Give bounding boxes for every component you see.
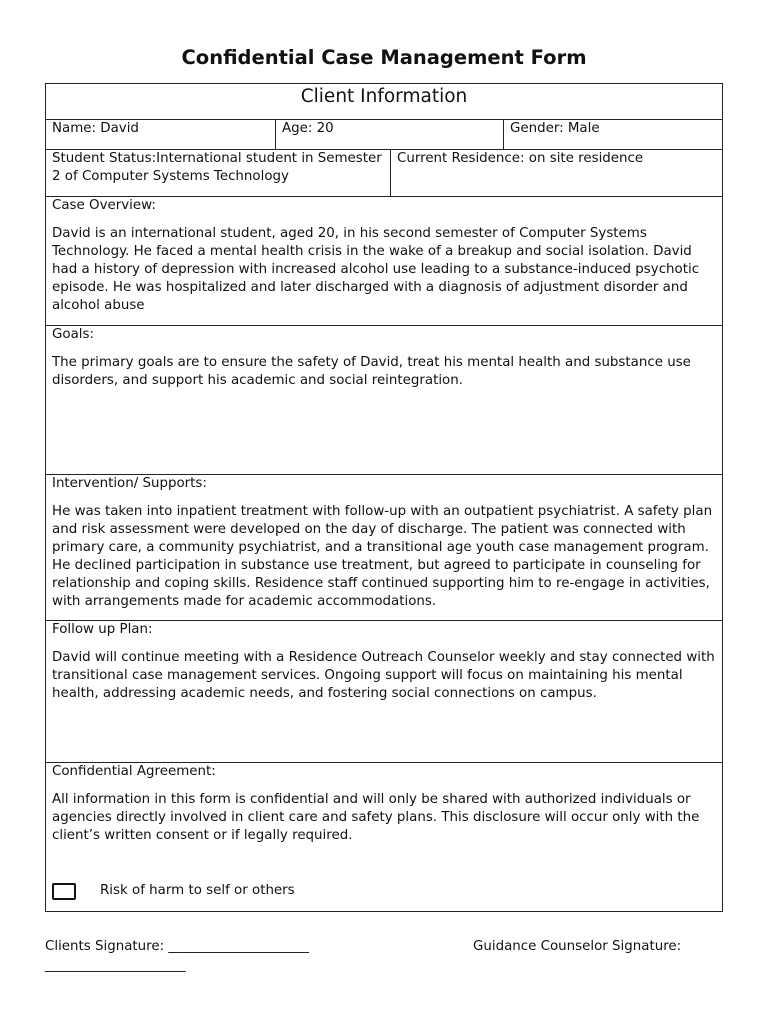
- goals-label: Goals:: [52, 327, 94, 342]
- client-information-header: Client Information: [46, 84, 722, 120]
- confidential-agreement-text: All information in this form is confidential and will only be shared with authorized individuals or agencies directly involved in client care and safety plans. This disclosure will occur only with the client’s written consent or if legally required.: [52, 792, 700, 843]
- follow-up-label: Follow up Plan:: [52, 622, 153, 637]
- risk-of-harm-option: [52, 882, 295, 900]
- client-age-field[interactable]: Age: 20: [275, 120, 503, 149]
- current-residence-field[interactable]: Current Residence: on site residence: [390, 150, 722, 196]
- intervention-text[interactable]: He was taken into inpatient treatment with follow-up with an outpatient psychiatrist. A safety plan and risk assessment were developed on the day of discharge. The patient was connected with primary care, a community psychiatrist, and a transitional age youth case management program. He declined participation in substance use treatment, but agreed to participate in counseling for relationship and coping skills. Residence staff continued supporting him to re-engage in activities, with arrangements made for academic accommodations.: [52, 504, 713, 609]
- intervention-section: [46, 475, 722, 621]
- intervention-label: Intervention/ Supports:: [52, 476, 207, 491]
- client-basic-row: [46, 120, 722, 150]
- case-overview-text[interactable]: David is an international student, aged 20, in his second semester of Computer Systems Technology. He faced a mental health crisis in the wake of a breakup and social isolation. David had a history of depression with increased alcohol use leading to a substance-induced psychotic episode. He was hospitalized and later discharged with a diagnosis of adjustment disorder and alcohol abuse: [52, 226, 700, 313]
- counselor-signature-line[interactable]: _____________________: [45, 958, 186, 973]
- client-signature-field[interactable]: Clients Signature: _____________________: [45, 939, 309, 954]
- goals-text[interactable]: The primary goals are to ensure the safety of David, treat his mental health and substance use disorders, and support his academic and social reintegration.: [52, 355, 691, 388]
- student-status-field[interactable]: Student Status:International student in Semester 2 of Computer Systems Technology: [52, 151, 382, 184]
- client-name-field[interactable]: Name: David: [52, 121, 139, 136]
- follow-up-section: [46, 621, 722, 763]
- client-gender-field[interactable]: Gender: Male: [503, 120, 722, 149]
- case-overview-section: [46, 197, 722, 326]
- case-form: [45, 83, 723, 912]
- client-status-row: [46, 150, 722, 197]
- form-title: Confidential Case Management Form: [181, 46, 587, 69]
- risk-of-harm-checkbox[interactable]: [52, 883, 76, 900]
- risk-of-harm-label: Risk of harm to self or others: [100, 883, 295, 898]
- case-overview-label: Case Overview:: [52, 198, 156, 213]
- goals-section: [46, 326, 722, 475]
- follow-up-text[interactable]: David will continue meeting with a Residence Outreach Counselor weekly and stay connected with transitional case management services. Ongoing support will focus on maintaining his mental health, addressing academic needs, and fostering social connections on campus.: [52, 650, 715, 701]
- confidential-agreement-label: Confidential Agreement:: [52, 764, 216, 779]
- counselor-signature-label: Guidance Counselor Signature:: [473, 939, 682, 954]
- confidential-agreement-section: [46, 763, 722, 911]
